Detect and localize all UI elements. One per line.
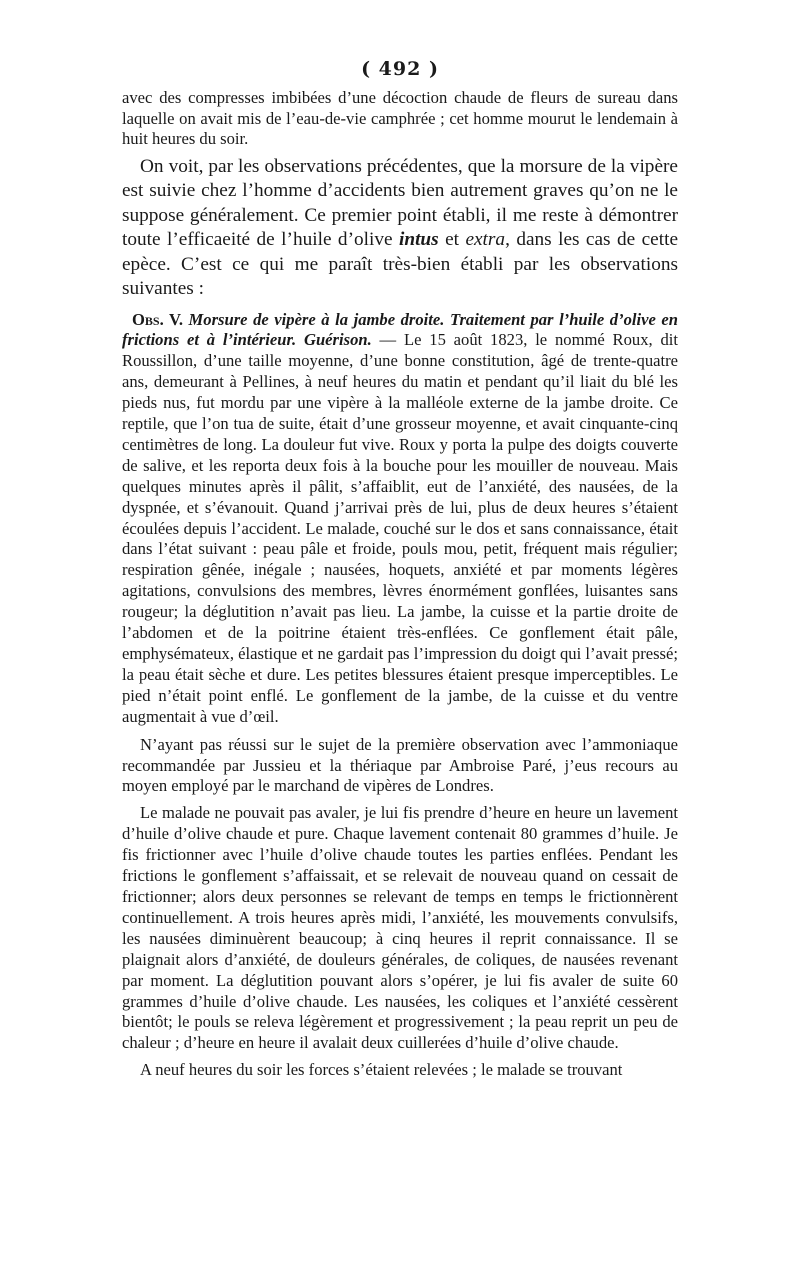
term-intus: intus — [398, 229, 439, 250]
paragraph-treatment: Le malade ne pouvait pas avaler, je lui fis prendre d’heure en heure un lavement d’huile d’olive chaude et pure. Chaque lavement contenait 80 grammes d’huile. Je fis frictionner avec l’huile d’olive chaude toutes les parties enflées. Pendant les frictions le gonflement s’affaissait, et se relevait de nouveau quand on cessait de frictionner; alors deux personnes se relevant de temps en temps le frictionnèrent continuellement. A trois heures après midi, l’anxiété, les mouvements convulsifs, les nausées diminuèrent beaucoup; à cinq heures il reprit connaissance. Il se plaignait alors d’anxiété, de douleurs générales, de coliques, de nausées revenant par moment. La déglutition pouvant alors s’opérer, je lui fis avaler de suite 60 grammes d’huile d’olive chaude. Les nausées, les coliques et l’anxiété cessèrent bientôt; le pouls se releva légèrement et progressivement ; la peau reprit un peu de chaleur ; d’heure en heure il avalait deux cuillerées d’huile d’olive chaude. — [122, 803, 678, 1053]
observation-body: — Le 15 août 1823, le nommé Roux, dit Roussillon, d’une taille moyenne, d’une bonne constitution, âgé de trente-quatre ans, demeurant à Pellines, à neuf heures du matin et pendant qu’il liait du blé les pieds nus, fut mordu par une vipère à la malléole externe de la jambe droite. Ce reptile, que l’on tua de suite, était d’une grosseur moyenne, et avait cinquante-cinq centimètres de long. La douleur fut vive. Roux y porta la pulpe des doigts couverte de salive, et les reporta deux fois à la bouche pour les mouiller de nouveau. Mais quelques minutes après il pâlit, s’affaiblit, eut de l’anxiété, des nausées, de la dyspnée, et s’évanouit. Quand j’arrivai près de lui, plus de deux heures s’étaient écoulées depuis l’accident. Le malade, couché sur le dos et sans connaissance, était dans l’état suivant : peau pâle et froide, pouls mou, petit, fréquent mais régulier; respiration gênée, inégale ; nausées, hoquets, anxiété et par moments légères agitations, convulsions des membres, lèvres énormément gonflées, luisantes sans rougeur; la déglutition n’avait pas lieu. La jambe, la cuisse et la partie droite de l’abdomen et de la poitrine étaient très-enflées. Ce gonflement était pâle, emphysémateux, élastique et ne gardait pas l’impression du doigt qui l’avait pressé; la peau était sèche et dure. Les petites blessures étaient presque imperceptibles. Le pied n’était point enflé. Le gonflement de la jambe, de la cuisse et du ventre augmentait à vue d’œil. — [122, 330, 678, 726]
paragraph-intro-part1: On voit, par les observations précédentes, que la morsure de la vipère est suivie chez l’homme d’accidents bien autrement graves qu’on ne le suppose généralement. Ce premier point établi, il me reste à démontrer toute l’efficaeité de l’huile d’olive — [122, 155, 678, 250]
observation-title: Morsure de vipère à la jambe droite. Traitement par l’huile d’olive en frictions et à l’intérieur. Guérison. — [122, 309, 678, 350]
paragraph-continuation: avec des compresses imbibées d’une décoction chaude de fleurs de sureau dans laquelle on avait mis de l’eau-de-vie camphrée ; cet homme mourut le lendemain à huit heures du soir. — [122, 88, 678, 148]
paragraph-intro-part2: , dans les cas de cette epèce. C’est ce qui me paraît très-bien établi par les observations suivantes : — [122, 229, 678, 299]
paragraph-ammonia: N’ayant pas réussi sur le sujet de la première observation avec l’ammoniaque recommandée par Jussieu et la thériaque par Ambroise Paré, j’eus recours au moyen employé par le marchand de vipères de Londres. — [122, 734, 678, 796]
paragraph-intro-and: et — [438, 229, 466, 250]
observation-paragraph — [122, 310, 678, 728]
page-number: ( 492 ) — [361, 58, 439, 80]
paragraph-evening: A neuf heures du soir les forces s’étaient relevées ; le malade se trouvant — [140, 1060, 623, 1080]
observation-label: Obs. V. — [132, 309, 183, 329]
paragraph-intro — [122, 155, 678, 302]
term-extra: extra — [465, 229, 506, 250]
page-text — [122, 88, 678, 1081]
